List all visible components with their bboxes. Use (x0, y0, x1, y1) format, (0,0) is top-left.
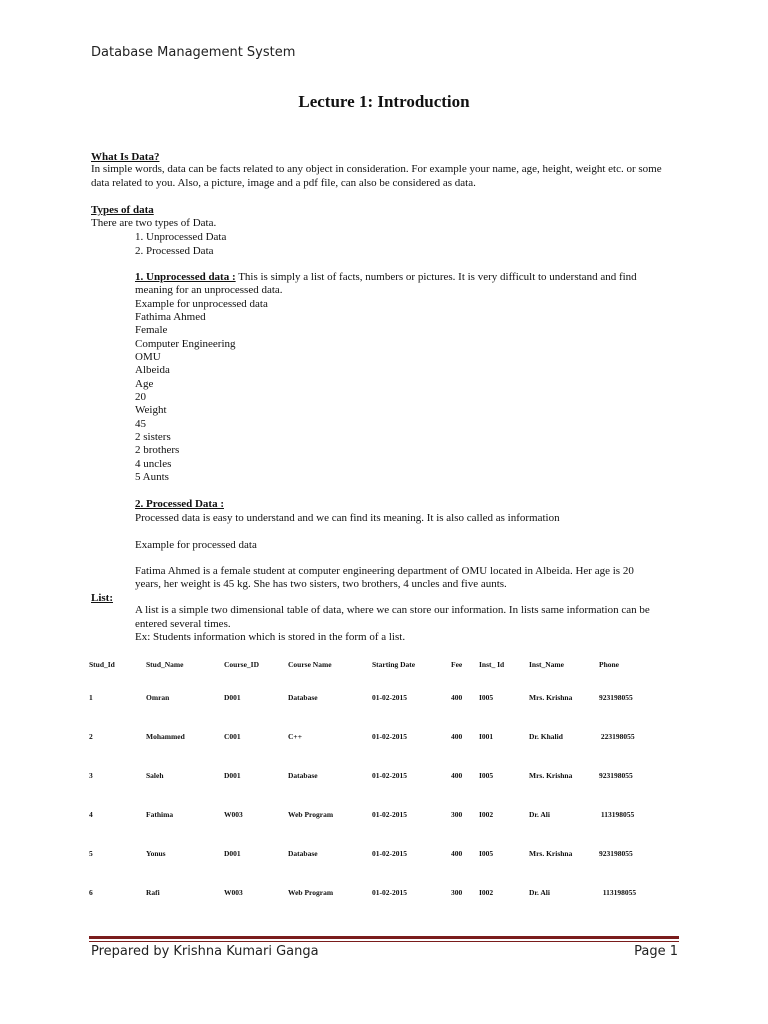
table-cell: W003 (224, 810, 243, 819)
table-cell: 1 (89, 693, 93, 702)
fact-item: 2 brothers (135, 444, 180, 456)
column-header: Stud_Id (89, 660, 115, 669)
table-cell: D001 (224, 771, 241, 780)
column-header: Phone (599, 660, 620, 669)
table-cell: Dr. Ali (529, 810, 550, 819)
table-row (89, 690, 659, 729)
column-header: Starting Date (372, 660, 416, 669)
unprocessed-desc: This is simply a list of facts, numbers or pictures. It is very difficult to understand and find (235, 271, 637, 283)
footer-prepared-by: Prepared by Krishna Kumari Ganga (91, 944, 319, 959)
table-cell: Fathima (146, 810, 174, 819)
table-cell: 2 (89, 732, 93, 741)
list-desc-2: entered several times. (135, 618, 231, 630)
table-cell: 923198055 (599, 771, 633, 780)
table-cell: 01-02-2015 (372, 693, 407, 702)
column-header: Course_ID (224, 660, 259, 669)
table-cell: 3 (89, 771, 93, 780)
table-cell: Yonus (146, 849, 166, 858)
table-cell: Web Program (288, 810, 334, 819)
table-cell: Mrs. Krishna (529, 849, 573, 858)
table-cell: Mohammed (146, 732, 185, 741)
table-cell: Database (288, 771, 318, 780)
fact-item: 45 (135, 418, 146, 430)
table-cell: Web Program (288, 888, 334, 897)
table-cell: C++ (288, 732, 302, 741)
table-cell: Dr. Ali (529, 888, 550, 897)
what-is-data-line-1: In simple words, data can be facts related to any object in consideration. For example your name, age, height, weight etc. or some (91, 163, 662, 175)
footer-page-number: Page 1 (634, 944, 678, 959)
table-cell: Database (288, 849, 318, 858)
processed-example-line-2: years, her weight is 45 kg. She has two sisters, two brothers, 4 uncles and five aunts. (135, 578, 507, 590)
fact-item: OMU (135, 351, 161, 363)
table-cell: 113198055 (599, 810, 635, 819)
lecture-title: Lecture 1: Introduction (298, 92, 470, 111)
table-cell: 01-02-2015 (372, 888, 407, 897)
types-of-data-item: 2. Processed Data (135, 245, 214, 257)
table-cell: 01-02-2015 (372, 771, 407, 780)
column-header: Fee (451, 660, 463, 669)
list-heading: List: (91, 592, 113, 604)
list-desc-1: A list is a simple two dimensional table of data, where we can store our information. In lists same information can be (135, 604, 650, 616)
table-cell: I001 (479, 732, 494, 741)
fact-item: 20 (135, 391, 146, 403)
table-cell: C001 (224, 732, 241, 741)
column-header: Course Name (288, 660, 332, 669)
unprocessed-line (135, 271, 637, 285)
types-of-data-item: 1. Unprocessed Data (135, 231, 227, 243)
table-cell: I002 (479, 888, 494, 897)
table-cell: I005 (479, 693, 494, 702)
what-is-data-line-2: data related to you. Also, a picture, image and a pdf file, can also be considered as data. (91, 177, 476, 189)
processed-desc: Processed data is easy to understand and we can find its meaning. It is also called as information (135, 512, 560, 524)
table-cell: 400 (451, 771, 463, 780)
table-cell: Omran (146, 693, 170, 702)
fact-item: 2 sisters (135, 431, 171, 443)
fact-item: Female (135, 324, 168, 336)
table-cell: 923198055 (599, 693, 633, 702)
fact-item: Computer Engineering (135, 338, 236, 350)
table-cell: I005 (479, 771, 494, 780)
table-cell: D001 (224, 849, 241, 858)
table-row (89, 885, 659, 924)
table-cell: 113198055 (599, 888, 637, 897)
table-cell: 400 (451, 732, 463, 741)
fact-item: Fathima Ahmed (135, 311, 206, 323)
table-cell: W003 (224, 888, 243, 897)
table-cell: 923198055 (599, 849, 633, 858)
table-cell: 4 (89, 810, 93, 819)
unprocessed-desc-2: meaning for an unprocessed data. (135, 284, 283, 296)
types-of-data-intro: There are two types of Data. (91, 217, 217, 229)
fact-item: Albeida (135, 364, 170, 376)
fact-item: 5 Aunts (135, 471, 169, 483)
table-cell: I005 (479, 849, 494, 858)
table-cell: 400 (451, 693, 463, 702)
table-cell: Mrs. Krishna (529, 693, 573, 702)
table-cell: 6 (89, 888, 93, 897)
column-header: Inst_ Id (479, 660, 505, 669)
table-row (89, 768, 659, 807)
page-header-title: Database Management System (91, 45, 296, 60)
table-cell: 5 (89, 849, 93, 858)
table-cell: 01-02-2015 (372, 732, 407, 741)
fact-item: Weight (135, 404, 167, 416)
table-row (89, 846, 659, 885)
processed-example-label: Example for processed data (135, 539, 257, 551)
what-is-data-heading: What Is Data? (91, 151, 160, 163)
students-table (89, 656, 659, 924)
table-header-row (89, 656, 659, 690)
table-cell: 01-02-2015 (372, 810, 407, 819)
fact-item: 4 uncles (135, 458, 172, 470)
column-header: Stud_Name (146, 660, 184, 669)
table-cell: Mrs. Krishna (529, 771, 573, 780)
table-cell: 400 (451, 849, 463, 858)
types-of-data-heading: Types of data (91, 204, 154, 216)
table-cell: I002 (479, 810, 494, 819)
list-desc-3: Ex: Students information which is stored in the form of a list. (135, 631, 406, 643)
column-header: Inst_Name (529, 660, 564, 669)
table-cell: Dr. Khalid (529, 732, 563, 741)
table-cell: Rafi (146, 888, 160, 897)
unprocessed-example-label: Example for unprocessed data (135, 298, 268, 310)
table-row (89, 729, 659, 768)
table-cell: 300 (451, 888, 463, 897)
processed-example-line-1: Fatima Ahmed is a female student at computer engineering department of OMU located in Albeida. Her age is 20 (135, 565, 634, 577)
processed-heading: 2. Processed Data : (135, 498, 224, 510)
table-row (89, 807, 659, 846)
footer-rule-thick (89, 936, 679, 939)
table-cell: Database (288, 693, 318, 702)
table-cell: D001 (224, 693, 241, 702)
table-cell: 223198055 (599, 732, 635, 741)
table-cell: 01-02-2015 (372, 849, 407, 858)
fact-item: Age (135, 378, 154, 390)
table-cell: 300 (451, 810, 463, 819)
table-cell: Saleh (146, 771, 164, 780)
footer-rule-thin (89, 941, 679, 942)
unprocessed-heading: 1. Unprocessed data : (135, 271, 236, 283)
